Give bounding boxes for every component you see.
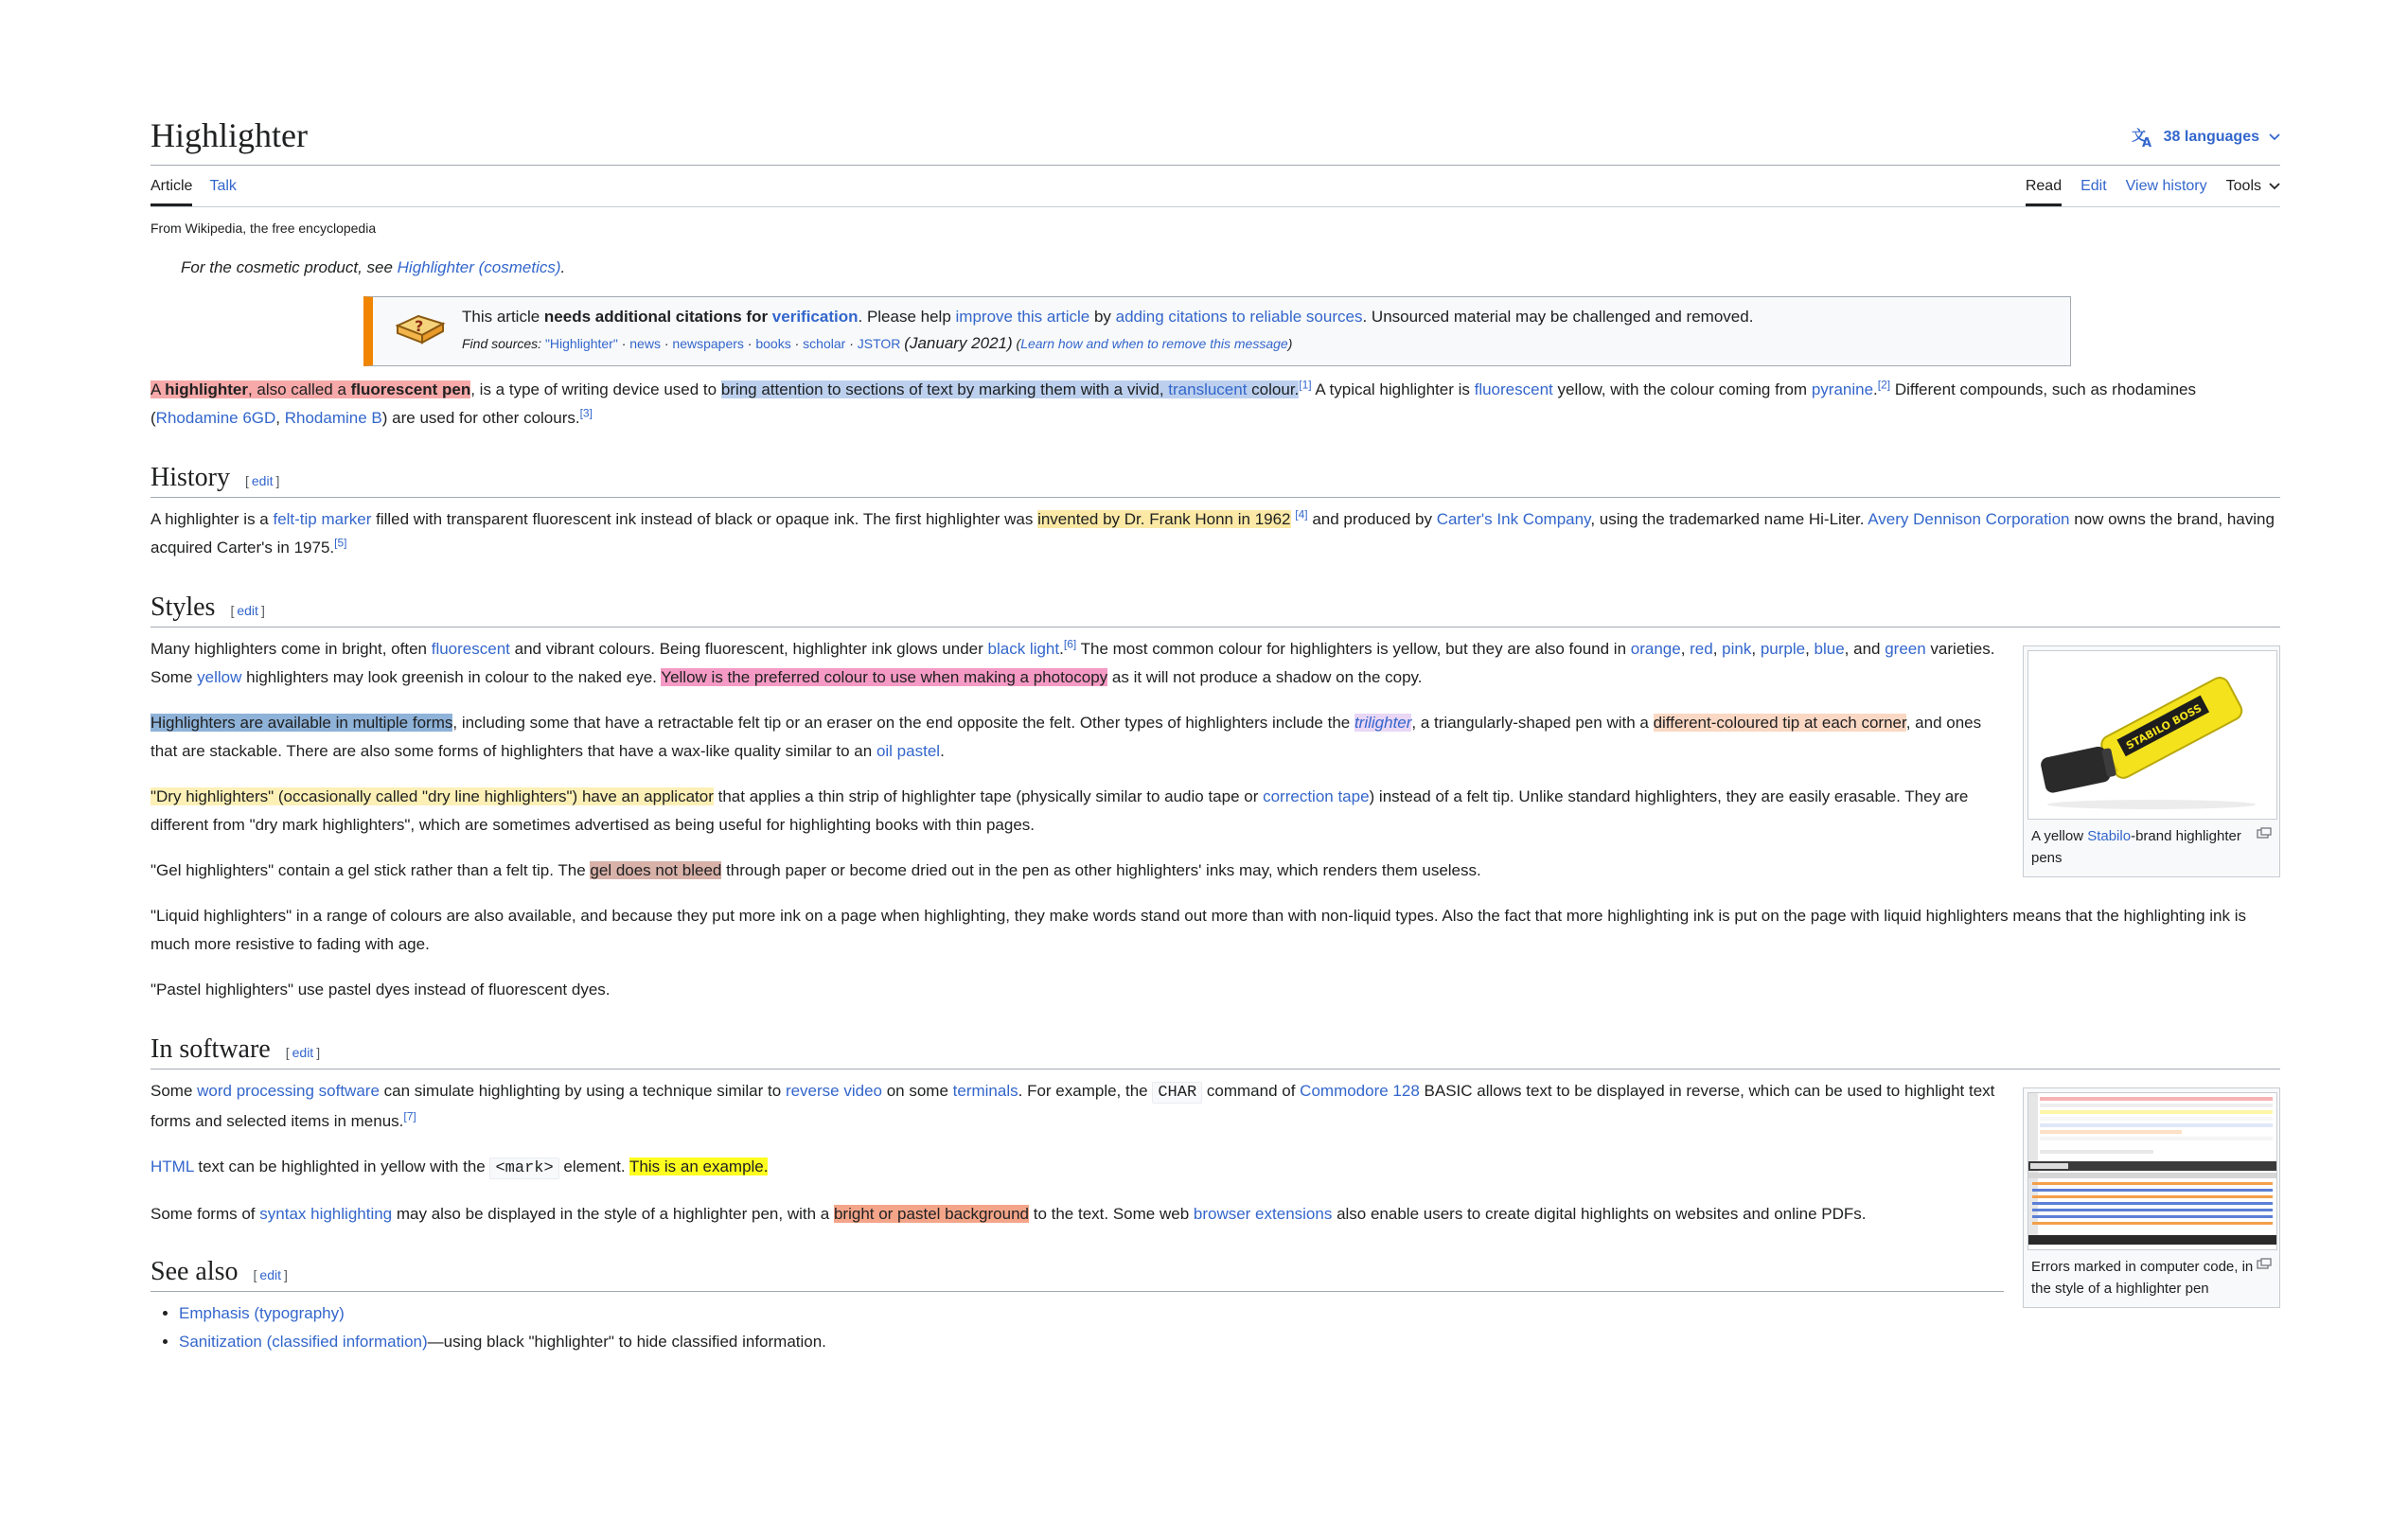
mark-code: <mark>: [489, 1158, 558, 1179]
styles-p1-d: The most common colour for highlighters is yellow, but they are also found in: [1076, 640, 1631, 658]
ref-7[interactable]: [7]: [403, 1109, 416, 1123]
edit-link-history[interactable]: edit: [251, 473, 274, 488]
styles-p1-g: highlighters may look greenish in colour to the naked eye.: [241, 668, 662, 686]
ref-3[interactable]: [3]: [579, 406, 593, 420]
tab-read[interactable]: Read: [2026, 166, 2062, 206]
orange-link[interactable]: orange: [1630, 640, 1681, 658]
styles-p1-b: and vibrant colours. Being fluorescent, highlighter ink glows under: [509, 640, 988, 658]
mark-example-highlight: This is an example.: [629, 1158, 769, 1175]
code-editor-image: [2028, 1093, 2276, 1245]
stabilo-image[interactable]: [2027, 650, 2277, 820]
ref-2[interactable]: [2]: [1877, 378, 1891, 392]
code-screenshot-image[interactable]: [2027, 1092, 2277, 1250]
source-link-books[interactable]: books: [755, 336, 791, 351]
dry-highlighters-highlight: "Dry highlighters" (occasionally called "dry line highlighters") have an applicator: [150, 787, 714, 805]
lead-bold-fluorescent-pen: fluorescent pen: [350, 380, 471, 398]
styles-p1-h: as it will not produce a shadow on the copy.: [1107, 668, 1423, 686]
notice-text: [462, 307, 1753, 354]
see-also-list: [150, 1299, 2004, 1356]
html-link[interactable]: HTML: [150, 1158, 194, 1175]
hatnote-text: For the cosmetic product, see: [181, 258, 398, 276]
history-paragraph: [150, 505, 2280, 562]
source-link-highlighter[interactable]: "Highlighter": [544, 336, 618, 351]
software-heading-text: In software: [150, 1034, 271, 1064]
history-heading: [150, 463, 2280, 498]
lead-g: .: [1873, 380, 1878, 398]
software-p3-b: may also be displayed in the style of a highlighter pen, with a: [392, 1205, 834, 1223]
tab-article[interactable]: Article: [150, 166, 192, 206]
software-p3-a: Some forms of: [150, 1205, 260, 1223]
source-link-jstor[interactable]: JSTOR: [857, 336, 901, 351]
list-item: [179, 1328, 2004, 1356]
ref-5[interactable]: [5]: [334, 536, 347, 550]
lead-d: colour.: [1247, 380, 1300, 398]
browser-extensions-link[interactable]: browser extensions: [1193, 1205, 1333, 1223]
svg-text:文: 文: [2131, 127, 2146, 144]
list-item: [179, 1299, 2004, 1328]
software-heading: [150, 1034, 2280, 1069]
history-e: now owns the brand, having acquired Carter's in 1975.: [150, 510, 2275, 557]
edit-link-software[interactable]: edit: [292, 1045, 314, 1060]
styles-p4-b: through paper or become dried out in the pen as other highlighters' inks may, which renders them useless.: [721, 861, 1481, 879]
source-link-newspapers[interactable]: newspapers: [672, 336, 744, 351]
improve-link[interactable]: improve this article: [955, 308, 1090, 326]
styles-p2-c: , and ones that are stackable. There are also some forms of highlighters that have a wax-like quality similar to an: [150, 714, 1982, 760]
lead-e: A typical highlighter is: [1311, 380, 1475, 398]
styles-body: [150, 635, 2004, 885]
translate-icon: [2132, 127, 2154, 148]
fluorescent-link[interactable]: fluorescent: [1474, 380, 1553, 398]
verification-link[interactable]: verification: [771, 308, 859, 326]
word-processing-link[interactable]: word processing software: [197, 1082, 380, 1100]
tagline: From Wikipedia, the free encyclopedia: [150, 221, 377, 236]
red-link[interactable]: red: [1690, 640, 1713, 658]
tabs-row: [150, 166, 2280, 207]
blue-link[interactable]: blue: [1814, 640, 1845, 658]
sep: ,: [1680, 640, 1691, 658]
gel-highlight: gel does not bleed: [590, 861, 722, 879]
notice-t3: by: [1089, 308, 1116, 326]
rhodamine-b-link[interactable]: Rhodamine B: [284, 409, 382, 427]
pyranine-link[interactable]: pyranine: [1811, 380, 1874, 398]
chevron-down-icon: [2269, 183, 2280, 190]
pink-link[interactable]: pink: [1722, 640, 1752, 658]
history-b: filled with transparent fluorescent ink instead of black or opaque ink. The first highlighter was: [371, 510, 1038, 528]
history-highlight: invented by Dr. Frank Honn in 1962: [1037, 510, 1291, 528]
history-section: [150, 463, 2280, 562]
pen-label-text: STABILO BOSS: [2124, 701, 2204, 752]
lead-bold-highlighter: highlighter: [165, 380, 248, 398]
styles-heading: [150, 592, 2280, 627]
translucent-link[interactable]: translucent: [1168, 380, 1248, 398]
styles-p5: "Liquid highlighters" in a range of colours are also available, and because they put more ink on a page when highlighting, they make words stand out more than with non-liquid types. Also the fact that more highlighting ink is put on the page with liquid highlighters means that the highlighting ink is much more resistive to fading with age.: [150, 907, 2246, 953]
hatnote-link[interactable]: Highlighter (cosmetics): [397, 258, 561, 276]
software-p2: [150, 1153, 2004, 1183]
book-icon: [394, 309, 447, 355]
edit-section-see-also: [ edit ]: [253, 1267, 288, 1282]
edit-link-styles[interactable]: edit: [237, 603, 258, 618]
software-p1-a: Some: [150, 1082, 198, 1100]
tab-view-history[interactable]: View history: [2125, 178, 2207, 194]
lead-i: ,: [275, 409, 285, 427]
software-p2-b: element.: [558, 1158, 630, 1175]
notice-t4: . Unsourced material may be challenged and removed.: [1362, 308, 1754, 326]
styles-p3: [150, 783, 2004, 840]
history-a: A highlighter is a: [150, 510, 274, 528]
lead-f: yellow, with the colour coming from: [1552, 380, 1812, 398]
carters-link[interactable]: Carter's Ink Company: [1436, 510, 1591, 528]
styles-p6: "Pastel highlighters" use pastel dyes instead of fluorescent dyes.: [150, 981, 611, 999]
styles-p1-c: .: [1059, 640, 1064, 658]
fluorescent-link-2[interactable]: fluorescent: [431, 640, 510, 658]
emphasis-link[interactable]: Emphasis (typography): [179, 1304, 345, 1322]
reverse-video-link[interactable]: reverse video: [785, 1082, 882, 1100]
tab-talk[interactable]: Talk: [209, 178, 237, 194]
stabilo-caption-b: -brand highlighter pens: [2031, 828, 2241, 866]
tools-label: Tools: [2225, 178, 2261, 194]
trilighter-link[interactable]: trilighter: [1354, 714, 1412, 732]
pastel-background-highlight: bright or pastel background: [833, 1205, 1029, 1223]
find-sources: Find sources: "Highlighter" · news · newspapers · books · scholar · JSTOR (January 2021) (Learn how and when to remove this message): [462, 334, 1293, 352]
yellow-link[interactable]: yellow: [197, 668, 242, 686]
stabilo-link[interactable]: Stabilo: [2087, 828, 2132, 844]
see-also-heading: [150, 1257, 2004, 1292]
citation-notice-box: [363, 296, 2071, 366]
char-code: CHAR: [1152, 1082, 1202, 1104]
software-p2-a: text can be highlighted in yellow with the: [193, 1158, 490, 1175]
styles-p4-a: "Gel highlighters" contain a gel stick rather than a felt tip. The: [150, 861, 591, 879]
ref-1[interactable]: [1]: [1299, 378, 1312, 392]
black-light-link[interactable]: black light: [987, 640, 1060, 658]
svg-text:?: ?: [415, 317, 424, 335]
notice-t1: This article: [462, 308, 544, 326]
history-d: , using the trademarked name Hi-Liter.: [1590, 510, 1868, 528]
multiple-forms-highlight: Highlighters are available in multiple forms: [150, 714, 453, 732]
software-p1: [150, 1077, 2004, 1136]
notice-bold: needs additional citations for: [543, 308, 772, 326]
sep: ,: [1805, 640, 1815, 658]
styles-p1-a: Many highlighters come in bright, often: [150, 640, 432, 658]
software-p1-e: command of: [1202, 1082, 1301, 1100]
software-p3: [150, 1200, 2004, 1228]
styles-section: [150, 592, 2280, 1004]
software-body: [150, 1077, 2004, 1356]
highlighter-pen-image: [2028, 651, 2276, 814]
ref-4[interactable]: [4]: [1295, 507, 1308, 521]
svg-text:A: A: [2141, 136, 2151, 148]
styles-p2: [150, 709, 2004, 766]
correction-tape-link[interactable]: correction tape: [1263, 787, 1370, 805]
software-p1-b: can simulate highlighting by using a technique similar to: [379, 1082, 786, 1100]
lead-h: Different compounds, such as rhodamines (: [150, 380, 2196, 427]
styles-p1-f: varieties. Some: [150, 640, 1995, 686]
languages-label: 38 languages: [2163, 129, 2259, 145]
purple-link[interactable]: purple: [1760, 640, 1806, 658]
edit-section-software: [ edit ]: [285, 1045, 321, 1060]
styles-p2-d: .: [940, 742, 945, 760]
tab-edit[interactable]: Edit: [2080, 178, 2107, 194]
lead-c: , is a type of writing device used to: [470, 380, 721, 398]
history-c: and produced by: [1307, 510, 1437, 528]
lead-paragraph: [150, 376, 2280, 433]
sep: ,: [1712, 640, 1723, 658]
stabilo-thumbnail: [2023, 645, 2280, 877]
sep: ,: [1751, 640, 1761, 658]
sanitization-link[interactable]: Sanitization (classified information): [179, 1333, 428, 1351]
styles-p1-e: , and: [1844, 640, 1886, 658]
lead-b: , also called a: [247, 380, 351, 398]
edit-link-see-also[interactable]: edit: [259, 1267, 281, 1282]
hatnote: [181, 258, 2280, 277]
learn-remove-link[interactable]: Learn how and when to remove this message: [1020, 336, 1288, 351]
history-heading-text: History: [150, 463, 230, 492]
article-page: [150, 114, 2280, 1356]
styles-p3-b: ) instead of a felt tip. Unlike standard highlighters, they are easily erasable. They are different from "dry mark highlighters", which are sometimes advertised as being useful for highlighting books with thin pages.: [150, 787, 1969, 834]
software-section: [150, 1034, 2280, 1356]
commodore-link[interactable]: Commodore 128: [1300, 1082, 1420, 1100]
lead-highlight: bring attention to sections of text by marking them with a vivid,: [720, 380, 1169, 398]
sanitization-desc: —using black "highlighter" to hide classified information.: [427, 1333, 826, 1351]
syntax-highlighting-link[interactable]: syntax highlighting: [259, 1205, 393, 1223]
adding-citations-link[interactable]: adding citations to reliable sources: [1115, 308, 1363, 326]
software-p1-d: . For example, the: [1018, 1082, 1153, 1100]
oil-pastel-link[interactable]: oil pastel: [876, 742, 941, 760]
notice-date: (January 2021): [904, 334, 1013, 352]
styles-p1: [150, 635, 2004, 692]
styles-p3-a: that applies a thin strip of highlighter tape (physically similar to audio tape or: [713, 787, 1264, 805]
styles-heading-text: Styles: [150, 592, 216, 622]
enlarge-icon[interactable]: [2257, 1258, 2272, 1269]
language-selector[interactable]: [2132, 127, 2280, 148]
see-also-heading-text: See also: [150, 1257, 239, 1286]
photocopy-highlight: Yellow is the preferred colour to use when making a photocopy: [661, 668, 1108, 686]
enlarge-icon[interactable]: [2257, 827, 2272, 839]
find-sources-label: Find sources:: [462, 336, 545, 351]
stabilo-caption: [2027, 820, 2275, 873]
felt-tip-link[interactable]: felt-tip marker: [273, 510, 372, 528]
software-p3-d: also enable users to create digital highlights on websites and online PDFs.: [1332, 1205, 1867, 1223]
stabilo-caption-a: A yellow: [2031, 828, 2088, 844]
tip-corner-highlight: different-coloured tip at each corner: [1653, 714, 1906, 732]
styles-p2-a: , including some that have a retractable felt tip or an eraser on the end opposite the felt. Other types of highlighters include the: [452, 714, 1354, 732]
tools-menu[interactable]: [2226, 166, 2280, 206]
ref-6[interactable]: [6]: [1063, 637, 1077, 651]
lead-a: A: [150, 380, 166, 398]
page-title: Highlighter: [150, 116, 308, 154]
source-link-news[interactable]: news: [629, 336, 661, 351]
avery-link[interactable]: Avery Dennison Corporation: [1868, 510, 2070, 528]
software-p1-c: on some: [882, 1082, 953, 1100]
chevron-down-icon: [2269, 133, 2280, 141]
software-p1-f: BASIC allows text to be displayed in reverse, which can be used to highlight text forms and selected items in menus.: [150, 1082, 1995, 1130]
terminals-link[interactable]: terminals: [952, 1082, 1018, 1100]
styles-p2-b: , a triangularly-shaped pen with a: [1411, 714, 1654, 732]
code-caption-text: Errors marked in computer code, in the style of a highlighter pen: [2031, 1259, 2254, 1297]
lead-j: ) are used for other colours.: [381, 409, 580, 427]
green-link[interactable]: green: [1885, 640, 1926, 658]
notice-t2: . Please help: [858, 308, 956, 326]
source-link-scholar[interactable]: scholar: [803, 336, 846, 351]
code-caption: [2027, 1250, 2275, 1303]
see-also-section: [150, 1257, 2004, 1356]
rhodamine-6gd-link[interactable]: Rhodamine 6GD: [155, 409, 276, 427]
edit-section-styles: [ edit ]: [230, 603, 265, 618]
code-thumbnail: [2023, 1087, 2280, 1308]
hatnote-suffix: .: [560, 258, 566, 276]
title-row: [150, 114, 2280, 166]
edit-section-history: [ edit ]: [245, 473, 280, 488]
software-p3-c: to the text. Some web: [1029, 1205, 1194, 1223]
styles-p4: [150, 857, 2004, 885]
